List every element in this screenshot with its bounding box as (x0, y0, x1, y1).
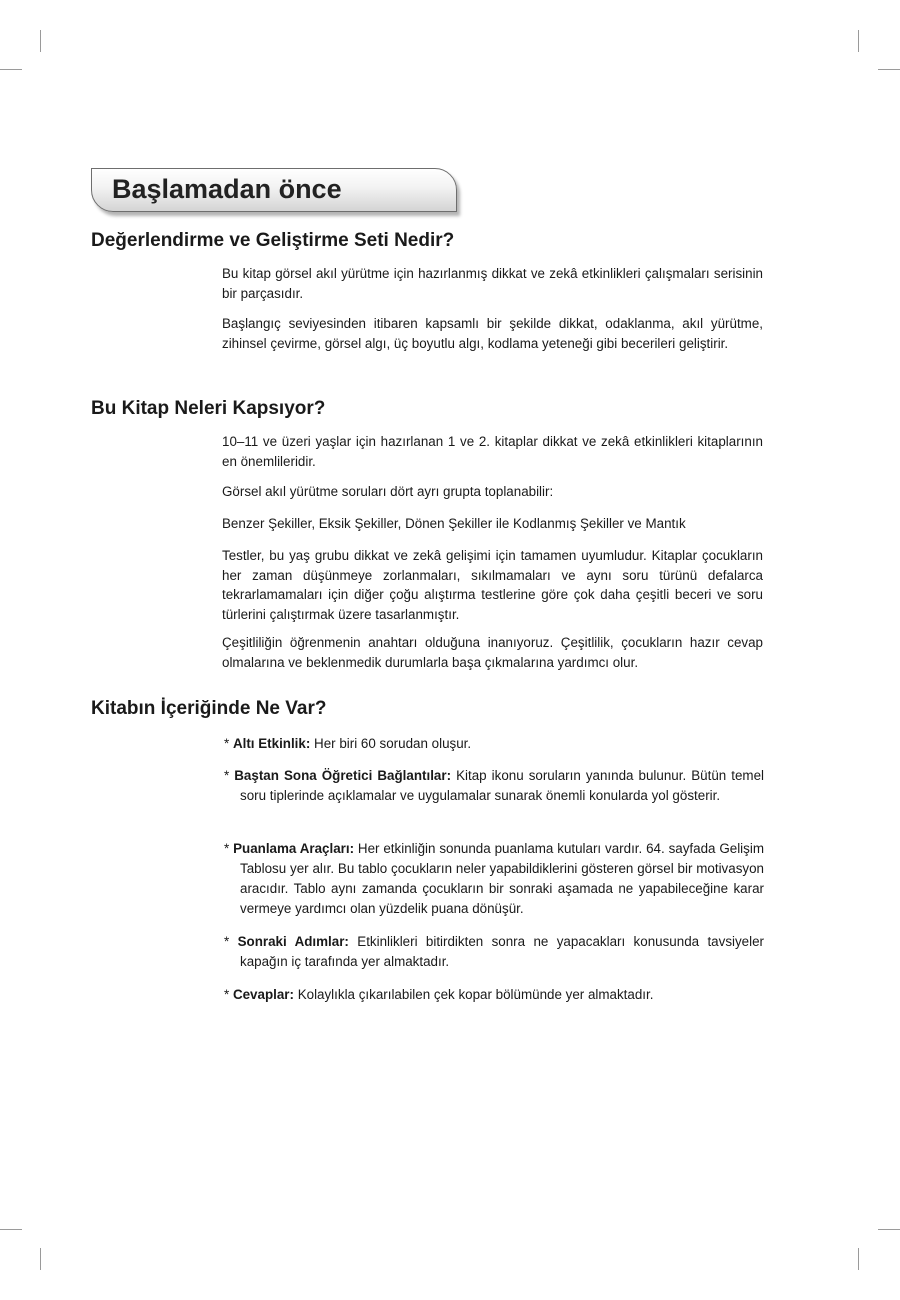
crop-mark (40, 1248, 41, 1270)
item-lead: Baştan Sona Öğretici Bağlantılar: (234, 768, 452, 783)
bullet-marker: * (224, 841, 234, 856)
paragraph: Görsel akıl yürütme soruları dört ayrı grupta toplanabilir: (222, 484, 554, 499)
item-text: Her biri 60 sorudan oluşur. (310, 736, 472, 751)
item-lead: Cevaplar: (232, 987, 294, 1002)
item-text: Etkinlikleri bitirdikten sonra ne yapacakları konusunda tavsiyeler kapağın iç tarafında yer almaktadır. (240, 934, 765, 969)
section-heading: Değerlendirme ve Geliştirme Seti Nedir? (91, 230, 455, 251)
crop-mark (858, 30, 859, 52)
crop-mark (0, 1229, 22, 1230)
crop-mark (858, 1248, 859, 1270)
paragraph: Çeşitliliğin öğrenmenin anahtarı olduğuna inanıyoruz. Çeşitlilik, çocukların hazır cevap olmalarına ve beklenmedik durumlarla başa çıkmalarına yardımcı olur. (222, 635, 763, 670)
list-item (224, 932, 764, 972)
item-lead: Puanlama Araçları: (233, 841, 355, 856)
item-text: Kolaylıkla çıkarılabilen çek kopar bölümünde yer almaktadır. (293, 987, 654, 1002)
item-text: Kitap ikonu soruların yanında bulunur. Bütün temel soru tiplerinde açıklamalar ve uygulamalar sunarak önemli konularda yol gösterir. (240, 768, 765, 803)
crop-mark (878, 69, 900, 70)
bullet-marker: * (224, 768, 235, 783)
item-lead: Sonraki Adımlar: (237, 934, 349, 949)
item-text: Her etkinliğin sonunda puanlama kutuları vardır. 64. sayfada Gelişim Tablosu yer alır. Bu tablo çocukların neler yapabildiklerini gösteren görsel bir motivasyon aracıdır. Tablo aynı zamanda çocukların bir sonraki aşamada ne yapabileceğine karar vermeye yardımcı olan yüzdelik puana dönüşür. (240, 841, 764, 916)
crop-mark (878, 1229, 900, 1230)
bullet-marker: * (224, 987, 233, 1002)
title-banner (91, 168, 457, 212)
page-title: Başlamadan önce (112, 174, 342, 204)
bullet-marker: * (224, 736, 233, 751)
crop-mark (0, 69, 22, 70)
crop-mark (40, 30, 41, 52)
bullet-marker: * (224, 934, 238, 949)
section-heading: Kitabın İçeriğinde Ne Var? (91, 698, 327, 719)
paragraph: Benzer Şekiller, Eksik Şekiller, Dönen Şekiller ile Kodlanmış Şekiller ve Mantık (222, 516, 686, 531)
paragraph: Testler, bu yaş grubu dikkat ve zekâ gelişimi için tamamen uyumludur. Kitaplar çocukların her zaman düşünmeye zorlanmaları, sıkılmamaları ve aynı soru türünü defalarca tekrarlamamaları için diğer çoğu alıştırma testlerine göre çok daha çeşitli beceri ve soru türlerini çalıştırmak üzere tasarlanmıştır. (222, 548, 763, 622)
paragraph: 10–11 ve üzeri yaşlar için hazırlanan 1 ve 2. kitaplar dikkat ve zekâ etkinlikleri kitaplarının en önemlileridir. (222, 434, 763, 469)
section-heading: Bu Kitap Neleri Kapsıyor? (91, 398, 326, 419)
list-item (224, 985, 764, 1005)
item-lead: Altı Etkinlik: (232, 736, 311, 751)
paragraph: Başlangıç seviyesinden itibaren kapsamlı bir şekilde dikkat, odaklanma, akıl yürütme, zihinsel çevirme, görsel algı, üç boyutlu algı, kodlama yeteneği gibi becerileri geliştirir. (222, 316, 763, 351)
list-item (224, 734, 764, 754)
list-item (224, 766, 764, 806)
paragraph: Bu kitap görsel akıl yürütme için hazırlanmış dikkat ve zekâ etkinlikleri çalışmaları serisinin bir parçasıdır. (222, 266, 763, 301)
list-item (224, 839, 764, 919)
